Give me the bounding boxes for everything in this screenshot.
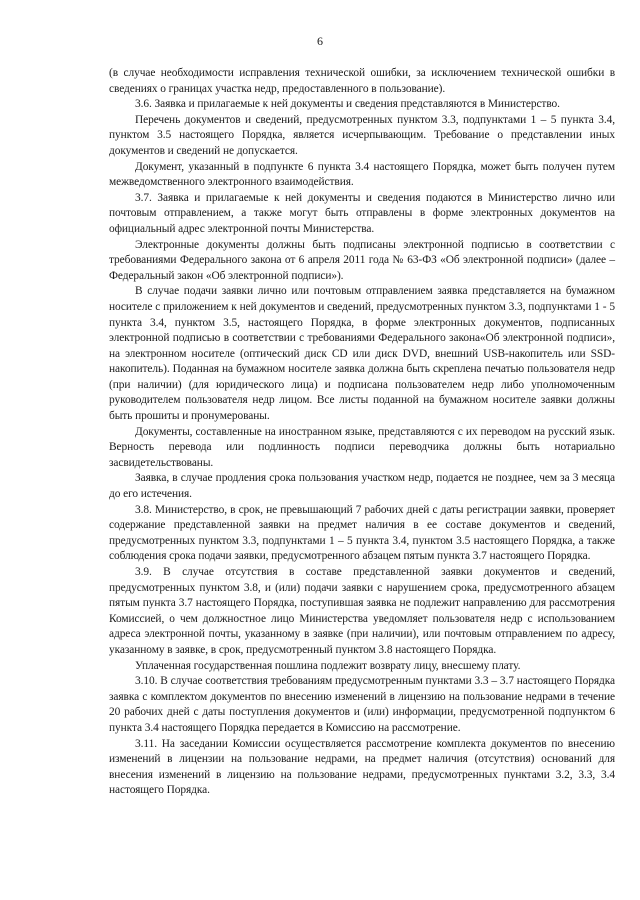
paragraph-2: 3.6. Заявка и прилагаемые к ней документы и сведения представляются в Министерство. bbox=[135, 98, 560, 111]
paragraph-5: 3.7. Заявка и прилагаемые к ней документы и сведения подаются в Министерство лично или почтовым отправлением, а также могут быть отправлены в форме электронных документов на официальный адрес электронной почты Министерства. bbox=[109, 191, 615, 235]
page-number: 6 bbox=[317, 34, 323, 48]
paragraph-12: Уплаченная государственная пошлина подлежит возврату лицу, внесшему плату. bbox=[135, 659, 521, 672]
paragraph-1: (в случае необходимости исправления технической ошибки, за исключением технической ошибки в сведениях о границах участка недр, предоставленного в пользование). bbox=[109, 67, 615, 95]
paragraph-9: Заявка, в случае продления срока пользования участком недр, подается не позднее, чем за 3 месяца до его истечения. bbox=[109, 472, 615, 501]
paragraph-13: 3.10. В случае соответствия требованиям предусмотренным пунктами 3.3 – 3.7 настоящего Порядка заявка с комплектом документов по внесению изменений в лицензию на пользование недрами в течение 20 рабочих дней с даты поступления документов и (или) информации, предусмотренной подпунктом 6 пункта 3.4 настоящего Порядка передается в Комиссию на рассмотрение. bbox=[109, 675, 615, 734]
paragraph-3: Перечень документов и сведений, предусмотренных пунктом 3.3, подпунктами 1 – 5 пункта 3.4, пунктом 3.5 настоящего Порядка, является исчерпывающим. Требование о представлении иных документов и сведений не допускается. bbox=[109, 113, 615, 157]
paragraph-11: 3.9. В случае отсутствия в составе представленной заявки документов и сведений, предусмотренных пунктом 3.8, и (или) подачи заявки с нарушением срока, предусмотренного абзацем пятым пункта 3.7 настоящего Порядка, поступившая заявка не подлежит направлению для рассмотрения Комиссией, о чем должностное лицо Министерства уведомляет пользователя недр с использованием адреса электронной почты, указанному в заявке (при наличии), или почтовым отправлением по адресу, указанному в заявке, в срок, предусмотренный пунктом 3.8 настоящего Порядка. bbox=[109, 566, 615, 656]
paragraph-14: 3.11. На заседании Комиссии осуществляется рассмотрение комплекта документов по внесению изменений в лицензии на пользование недрами, на предмет наличия (отсутствия) оснований для внесения изменений в лицензию на пользование недрами, предусмотренных пунктами 3.2, 3.3, 3.4 настоящего Порядка. bbox=[109, 737, 615, 797]
document-body bbox=[109, 66, 615, 799]
paragraph-7: В случае подачи заявки лично или почтовым отправлением заявка представляется на бумажном носителе с приложением к ней документов и сведений, предусмотренных пунктом 3.3, подпунктами 1 - 5 пункта 3.4, пунктом 3.5, настоящего Порядка, в форме электронных документов, подписанных электронной подписью в соответствии с требованиями Федерального закона«Об электронной подписи», на электронном носителе (оптический диск CD или диск DVD, внешний USB-накопитель или SSD-накопитель). Поданная на бумажном носителе заявка должна быть скреплена печатью пользователя недр (при наличии) (для юридического лица) и подписана пользователем недр либо уполномоченным руководителем пользователя недр лицом. Все листы поданной на бумажном носителе заявки должны быть прошиты и пронумерованы. bbox=[109, 285, 615, 423]
paragraph-4: Документ, указанный в подпункте 6 пункта 3.4 настоящего Порядка, может быть получен путем межведомственного электронного взаимодействия. bbox=[109, 160, 615, 189]
paragraph-6: Электронные документы должны быть подписаны электронной подписью в соответствии с требованиями Федерального закона от 6 апреля 2011 года № 63-ФЗ «Об электронной подписи» (далее – Федеральный закон «Об электронной подписи»). bbox=[109, 238, 615, 282]
paragraph-10: 3.8. Министерство, в срок, не превышающий 7 рабочих дней с даты регистрации заявки, проверяет содержание представленной заявки на предмет наличия в ее составе документов и сведений, предусмотренных пунктом 3.3, подпунктами 1 – 5 пункта 3.4, пунктом 3.5 настоящего Порядка, а также соблюдения срока подачи заявки, предусмотренного абзацем пятым пункта 3.7 настоящего Порядка. bbox=[109, 503, 615, 563]
paragraph-8: Документы, составленные на иностранном языке, представляются с их переводом на русский язык. Верность перевода или подлинность подписи переводчика должны быть нотариально засвидетельствованы. bbox=[109, 425, 615, 469]
